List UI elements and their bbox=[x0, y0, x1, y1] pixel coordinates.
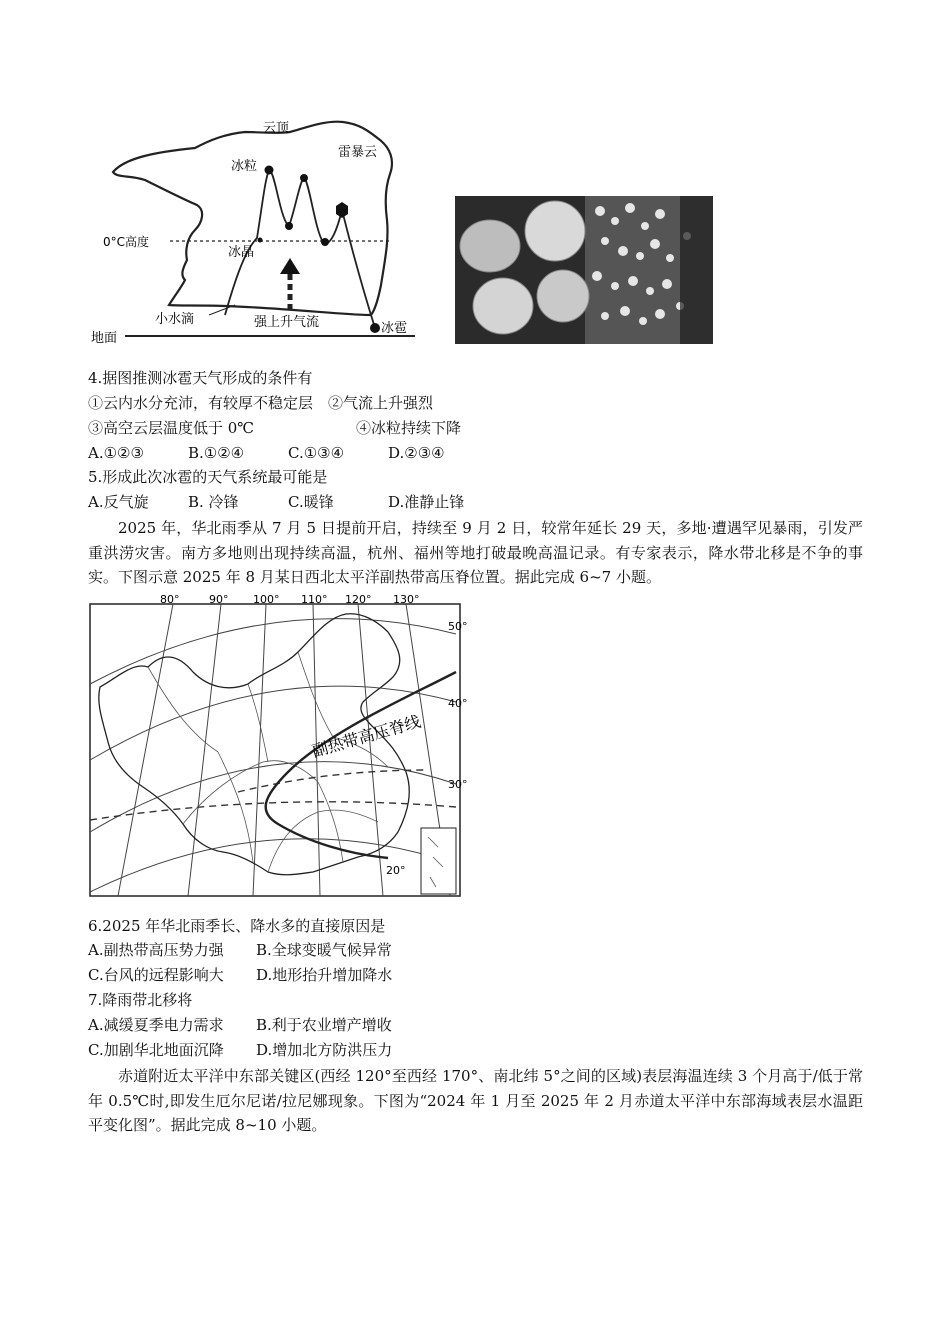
q4-items-line2 bbox=[88, 418, 461, 438]
ice-crystal-label: 冰晶 bbox=[228, 245, 255, 260]
lat-label-30: 30° bbox=[448, 778, 468, 791]
q6-option-a[interactable]: A.副热带高压势力强 bbox=[88, 941, 224, 959]
updraft-arrow-head bbox=[280, 258, 300, 274]
q7-option-a[interactable]: A.减缓夏季电力需求 bbox=[88, 1016, 224, 1034]
south-china-sea-inset bbox=[421, 828, 456, 894]
q4-option-b[interactable]: B.①②④ bbox=[188, 444, 245, 462]
q5-option-a[interactable]: A.反气旋 bbox=[88, 493, 149, 511]
droplet-label: 小水滴 bbox=[155, 312, 195, 327]
lat-label-40: 40° bbox=[448, 697, 468, 710]
trajectory-marker bbox=[321, 238, 329, 246]
zero-degree-label: 0°C高度 bbox=[103, 235, 150, 249]
storm-cloud-label: 雷暴云 bbox=[338, 145, 378, 160]
q4-item4: ④冰粒持续下降 bbox=[356, 419, 462, 437]
ice-pellet-label: 冰粒 bbox=[231, 159, 258, 174]
hail-formation-diagram bbox=[85, 110, 425, 350]
hail-hexagon-marker bbox=[336, 202, 348, 218]
q5-option-d[interactable]: D.准静止锋 bbox=[388, 493, 465, 511]
q7-option-b[interactable]: B.利于农业增产增收 bbox=[256, 1016, 392, 1034]
cloud-top-label: 云顶 bbox=[263, 121, 290, 136]
q6-option-b[interactable]: B.全球变暖气候异常 bbox=[256, 941, 392, 959]
q7-option-c[interactable]: C.加剧华北地面沉降 bbox=[88, 1041, 224, 1059]
passage-north-china-rainy-season: 2025 年，华北雨季从 7 月 5 日提前开启，持续至 9 月 2 日，较常年延长 29 天，多地·遭遇罕见暴雨，引发严重洪涝灾害。南方多地则出现持续高温，杭州、福州等地打破最晚高温记录。有专家表示，降水带北移是不争的事实。下图示意 2025 年 8 月某日西北太平洋副热带高压脊位置。据此完成 6~7 小题。 bbox=[88, 519, 863, 586]
q4-item3: ③高空云层温度低于 0℃ bbox=[88, 419, 255, 437]
q6-options-row2 bbox=[88, 965, 392, 985]
trajectory-marker bbox=[285, 222, 293, 230]
lon-label-130: 130° bbox=[393, 593, 420, 606]
q5-stem: 5.形成此次冰雹的天气系统最可能是 bbox=[88, 468, 328, 486]
lon-label-100: 100° bbox=[253, 593, 280, 606]
lat-label-20: 20° bbox=[386, 864, 406, 877]
q4-option-c[interactable]: C.①③④ bbox=[288, 444, 345, 462]
ridge-label: 副热带高压脊线 bbox=[309, 711, 423, 761]
q6-option-d[interactable]: D.地形抬升增加降水 bbox=[256, 966, 393, 984]
lon-label-110: 110° bbox=[301, 593, 328, 606]
lon-label-120: 120° bbox=[345, 593, 372, 606]
subtropical-high-map bbox=[88, 592, 478, 900]
q7-options-row1 bbox=[88, 1015, 392, 1035]
ice-pellet-marker bbox=[265, 166, 274, 175]
q4-option-a[interactable]: A.①②③ bbox=[88, 444, 144, 462]
passage-enso: 赤道附近太平洋中东部关键区(西经 120°至西经 170°、南北纬 5°之间的区域)表层海温连续 3 个月高于/低于常年 0.5℃时,即发生厄尔尼诺/拉尼娜现象。下图为“2024 年 1 月至 2025 年 2 月赤道太平洋中东部海域表层水温距平变化图”。据此完成 8~10 小题。 bbox=[88, 1067, 863, 1134]
hail-ground-marker bbox=[370, 323, 380, 333]
lon-label-80: 80° bbox=[160, 593, 180, 606]
q5-option-c[interactable]: C.暖锋 bbox=[288, 493, 334, 511]
q5-options bbox=[88, 492, 464, 512]
q4-stem: 4.据图推测冰雹天气形成的条件有 bbox=[88, 369, 313, 387]
hail-label: 冰雹 bbox=[381, 321, 408, 336]
q7-option-d[interactable]: D.增加北方防洪压力 bbox=[256, 1041, 393, 1059]
q4-option-d[interactable]: D.②③④ bbox=[388, 444, 445, 462]
q7-stem: 7.降雨带北移将 bbox=[88, 991, 193, 1009]
q6-options-row1 bbox=[88, 940, 392, 960]
ice-crystal-marker bbox=[258, 238, 263, 243]
q4-items-line1: ①云内水分充沛，有较厚不稳定层 ②气流上升强烈 bbox=[88, 394, 434, 412]
updraft-label: 强上升气流 bbox=[254, 315, 320, 330]
q4-options bbox=[88, 443, 445, 463]
ground-label: 地面 bbox=[91, 331, 118, 346]
q7-options-row2 bbox=[88, 1040, 392, 1060]
q5-option-b[interactable]: B. 冷锋 bbox=[188, 493, 239, 511]
lat-label-50: 50° bbox=[448, 620, 468, 633]
lon-label-90: 90° bbox=[209, 593, 229, 606]
trajectory-marker bbox=[300, 174, 308, 182]
q6-option-c[interactable]: C.台风的远程影响大 bbox=[88, 966, 224, 984]
q6-stem: 6.2025 年华北雨季长、降水多的直接原因是 bbox=[88, 917, 386, 935]
hailstone-photo bbox=[455, 196, 713, 344]
